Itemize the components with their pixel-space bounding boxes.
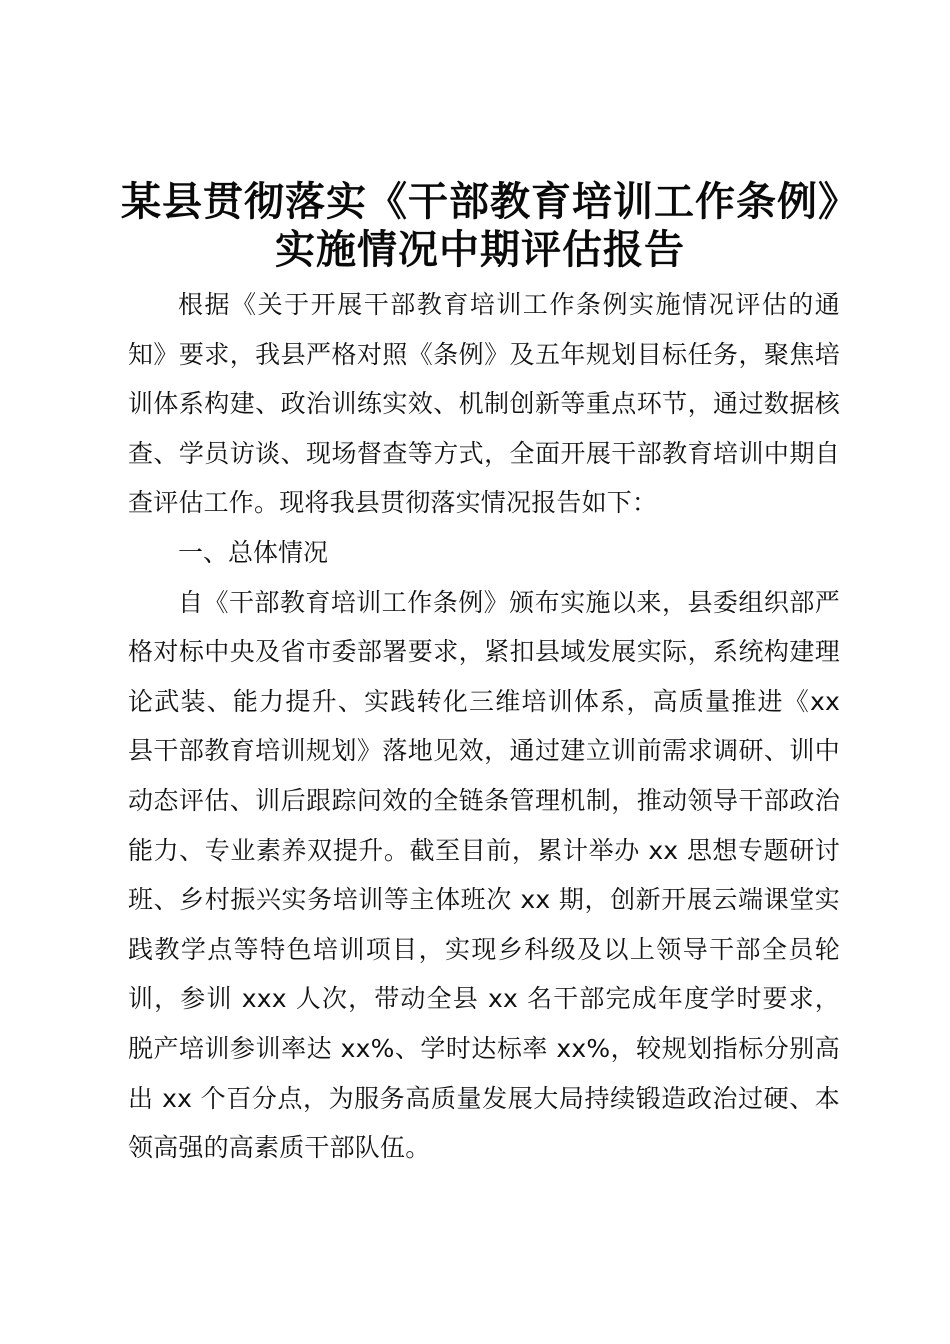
section-heading-overview: 一、总体情况 bbox=[178, 537, 329, 567]
overview-paragraph: 自《干部教育培训工作条例》颁布实施以来，县委组织部严格对标中央及省市委部署要求，紧扣县域发展实际，系统构建理论武装、能力提升、实践转化三维培训体系，高质量推进《xx 县干部教育培训规划》落地见效，通过建立训前需求调研、训中动态评估、训后跟踪问效的全链条管理机制，推动领导干部政治能力、专业素养双提升。截至目前，累计举办 xx 思想专题研讨班、乡村振兴实务培训等主体班次 xx 期，创新开展云端课堂实践教学点等特色培训项目，实现乡科级及以上领导干部全员轮训，参训 xxx 人次，带动全县 xx 名干部完成年度学时要求，脱产培训参训率达 xx%、学时达标率 xx%，较规划指标分别高出 xx 个百分点，为服务高质量发展大局持续锻造政治过硬、本领高强的高素质干部队伍。 bbox=[128, 587, 840, 1163]
intro-paragraph: 根据《关于开展干部教育培训工作条例实施情况评估的通知》要求，我县严格对照《条例》及五年规划目标任务，聚焦培训体系构建、政治训练实效、机制创新等重点环节，通过数据核查、学员访谈、现场督查等方式，全面开展干部教育培训中期自查评估工作。现将我县贯彻落实情况报告如下： bbox=[128, 290, 840, 518]
document-body bbox=[128, 280, 840, 1173]
document-title: 某县贯彻落实《干部教育培训工作条例》实施情况中期评估报告 bbox=[121, 178, 839, 273]
